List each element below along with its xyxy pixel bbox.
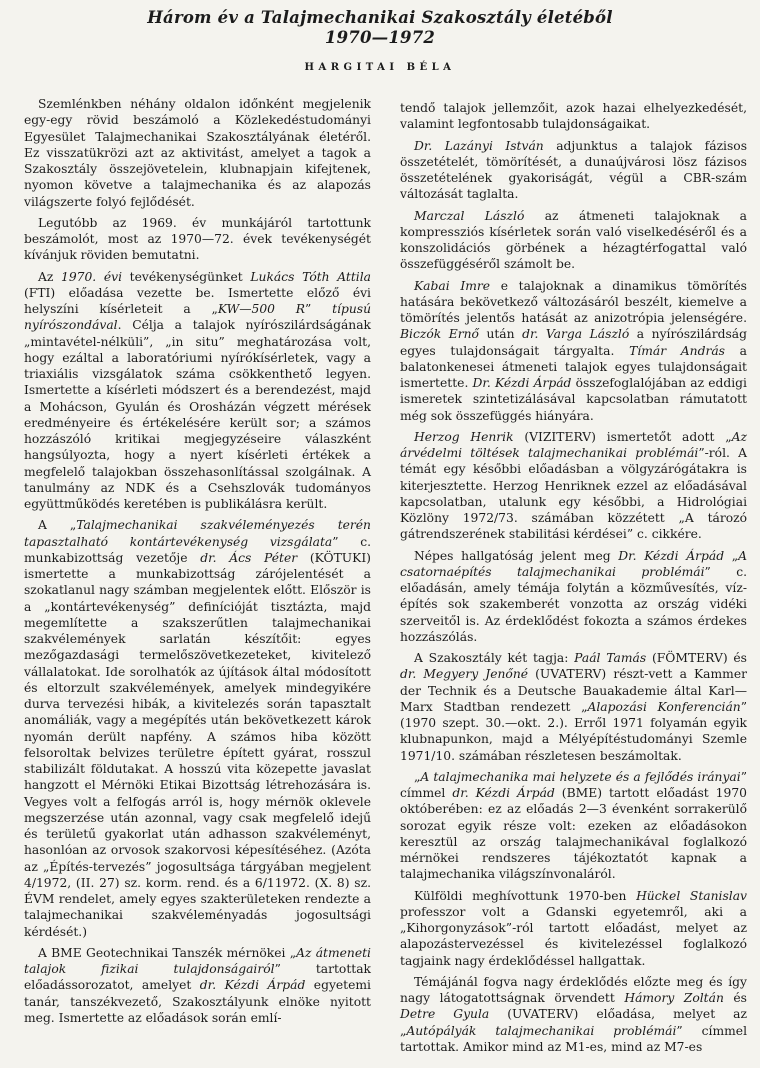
paragraph: A BME Geotechnikai Tanszék mérnökei „Az átmeneti talajok fizikai tulajdonságairól” tartottak előadássorozatot, amelyet dr. Kézdi Árpád egyetemi tanár, tanszékvezető, Szakosztályunk elnöke nyitott meg. Ismertette az előadások során emlí- <box>24 945 372 1025</box>
paragraph: Külföldi meghívottunk 1970-ben Hückel Stanislav professzor volt a Gdanski egyetemről, aki a „Kihorgonyzások”-ról tartott előadást, melyet az alapozástervezéssel és kivitelezéssel foglalkozó tagjaink nagy érdeklődéssel hallgattak. <box>400 888 747 968</box>
paragraph: Az 1970. évi tevékenységünket Lukács Tóth Attila (FTI) előadása vezette be. Ismertette előző évi helyszíni kísérleteit a „KW—500 R” típusú nyírószondával. Célja a talajok nyírószilárdságának „mintavétel-nélküli”, „in situ” meghatározása volt, hogy ezáltal a laboratóriumi nyírókísérletek, vagy a triaxiális vizsgálatok száma csökkenthető legyen. Ismertette a kísérleti módszert és a berendezést, majd a Mohácson, Gyulán és Orosházán végzett mérések eredményeire és értékelésére került sor; a számos hozzászóló kritikai megjegyzéseire válaszként hangsúlyozta, hogy a nyert kísérleti értékek a megfelelő talajokban összehasonlítással szolgálnak. A tanulmány az NDK és a Csehszlovák tudományos együttműködés keretében is publikálásra került. <box>24 269 372 511</box>
paragraph: Legutóbb az 1969. év munkájáról tartottunk beszámolót, most az 1970—72. évek tevékenységét kívánjuk röviden bemutatni. <box>24 215 371 263</box>
paragraph: Herzog Henrik (VIZITERV) ismertetőt adott „Az árvédelmi töltések talajmechanikai problémái”-ról. A témát egy későbbi előadásban a völgyzárógátakra is kiterjesztette. Herzog Henriknek ezzel az előadásával kapcsolatban, utalunk egy későbbi, a Hidrológiai Közlöny 1972/73. számában közzétett „A tározó gátrendszerének stabilitási kérdései” c. cikkére. <box>400 429 747 542</box>
paragraph: Népes hallgatóság jelent meg Dr. Kézdi Árpád „A csatornaépítés talajmechanikai problémái” c. előadásán, amely témája folytán a közművesítés, víz-építés sok szakemberét vonzotta az ország vidéki szerveitől is. Az érdeklődést fokozta a számos érdekes hozzászólás. <box>400 548 748 644</box>
paragraph: A Szakosztály két tagja: Paál Tamás (FÖMTERV) és dr. Megyery Jenőné (UVATERV) részt-vett a Kammer der Technik és a Deutsche Bauakademie által Karl—Marx Stadtban rendezett „Alapozási Konferencián” (1970 szept. 30.—okt. 2.). Erről 1971 folyamán egyik klubnapunkon, majd a Mélyépítéstudományi Szemle 1971/10. számában részletesen beszámoltak. <box>400 651 747 763</box>
paragraph: tendő talajok jellemzőit, azok hazai elhelyezkedését, valamint legfontosabb tulajdonságaikat. <box>400 101 747 132</box>
paragraph: A „Talajmechanikai szakvéleményezés terén tapasztalható kontártevékenység vizsgálata” c. munkabizottság vezetője dr. Ács Péter (KÖTUKI) ismertette a munkabizottság zárójelentését a szokatlanul nagy számban megjelentek előtt. Először is a „kontártevékenység” definícióját tisztázta, majd megemlítette a szakszerűtlen talajmechanikai szakvélemények sarlatán készítőit: egyes mezőgazdasági termelőszövetkezeteket, kivitelező vállalatokat. Ide sorolhatók az újítások által módosított és eltorzult szakvélemények, amelyek mindegyikére durva tervezési hibák, a kivitelezés során tapasztalt anomáliák, vagy a megépítés után bekövetkezett károk nyomán derült napfény. A számos hiba között felsoroltak belvizes területre épített gyárat, rosszul stabilizált földutakat. A hosszú vita közepette javaslat hangzott el Mérnöki Etikai Bizottság létrehozására is. Vegyes volt a felfogás arról is, hogy mérnök oklevele megszerzése után azonnal, vagy csak megfelelő idejű és területű gyakorlat után adhasson szakvéleményt, hasonlóan az orvosok szakorvosi képesítéséhez. (Azóta az „Építés-tervezés” jogosultsága tárgyában megjelent 4/1972, (II. 27) sz. korm. rend. és a 6/11972. (X. 8) sz. ÉVM rendelet, amely egyes szakterületeken rendezte a talajmechanikai szakvéleményadás jogosultsági kérdését.) <box>24 518 372 939</box>
title-line-2: 1970—1972 <box>324 28 436 47</box>
paragraph: Dr. Lazányi István adjunktus a talajok fázisos összetételét, tömörítését, a dunaújvárosi lösz fázisos összetételének gyakoriságát, végül a CBR-szám változását taglalta. <box>400 138 748 202</box>
author-byline: HARGITAI BÉLA <box>304 62 456 73</box>
title-line-1: Három év a Talajmechanikai Szakosztály életéből <box>147 8 613 27</box>
paragraph: Témájánál fogva nagy érdeklődés előzte meg és így nagy látogatottságnak örvendett Hámory Zoltán és Detre Gyula (UVATERV) előadása, melyet az „Autópályák talajmechanikai problémái” címmel tartottak. Amikor mind az M1-es, mind az M7-es <box>400 974 747 1054</box>
paragraph: Szemlénkben néhány oldalon időnként megjelenik egy-egy rövid beszámoló a Közlekedéstudományi Egyesület Talajmechanikai Szakosztályának életéről. Ez visszatükrözi azt az aktivitást, amelyet a tagok a Szakosztály összejövetelein, klubnapjain kifejtenek, nyomon követve a talajmechanika és az alapozás világszerte folyó fejlődését. <box>24 97 371 209</box>
article-title <box>0 8 760 48</box>
left-column <box>24 96 371 1026</box>
right-column <box>400 100 747 1055</box>
paragraph: Marczal László az átmeneti talajoknak a kompressziós kísérletek során való viselkedéséről és a konszolidációs görbének a hézagtérfogattal való összefüggéséről számolt be. <box>400 208 747 272</box>
paragraph: Kabai Imre e talajoknak a dinamikus tömörítés hatására bekövetkező változásáról beszélt, kiemelve a tömörítés jelentős hatását az anizotrópia jelenségére. Biczók Ernő után dr. Varga László a nyírószilárdság egyes tulajdonságait tárgyalta. Tímár András a balatonkenesei átmeneti talajok egyes tulajdonságait ismertette. Dr. Kézdi Árpád összefoglalójában az eddigi ismeretek szintetizálásával kapcsolatban rámutatott még sok összefüggés hiányára. <box>400 278 747 423</box>
paragraph: „A talajmechanika mai helyzete és a fejlődés irányai” címmel dr. Kézdi Árpád (BME) tartott előadást 1970 októberében: ez az előadás 2—3 évenként sorrakerülő sorozat egyik része volt: ezeken az előadásokon keresztül az ország talajmechanikával foglalkozó mérnökei rendszeres tájékoztatót kapnak a talajmechanika világszínvonaláról. <box>400 769 747 882</box>
